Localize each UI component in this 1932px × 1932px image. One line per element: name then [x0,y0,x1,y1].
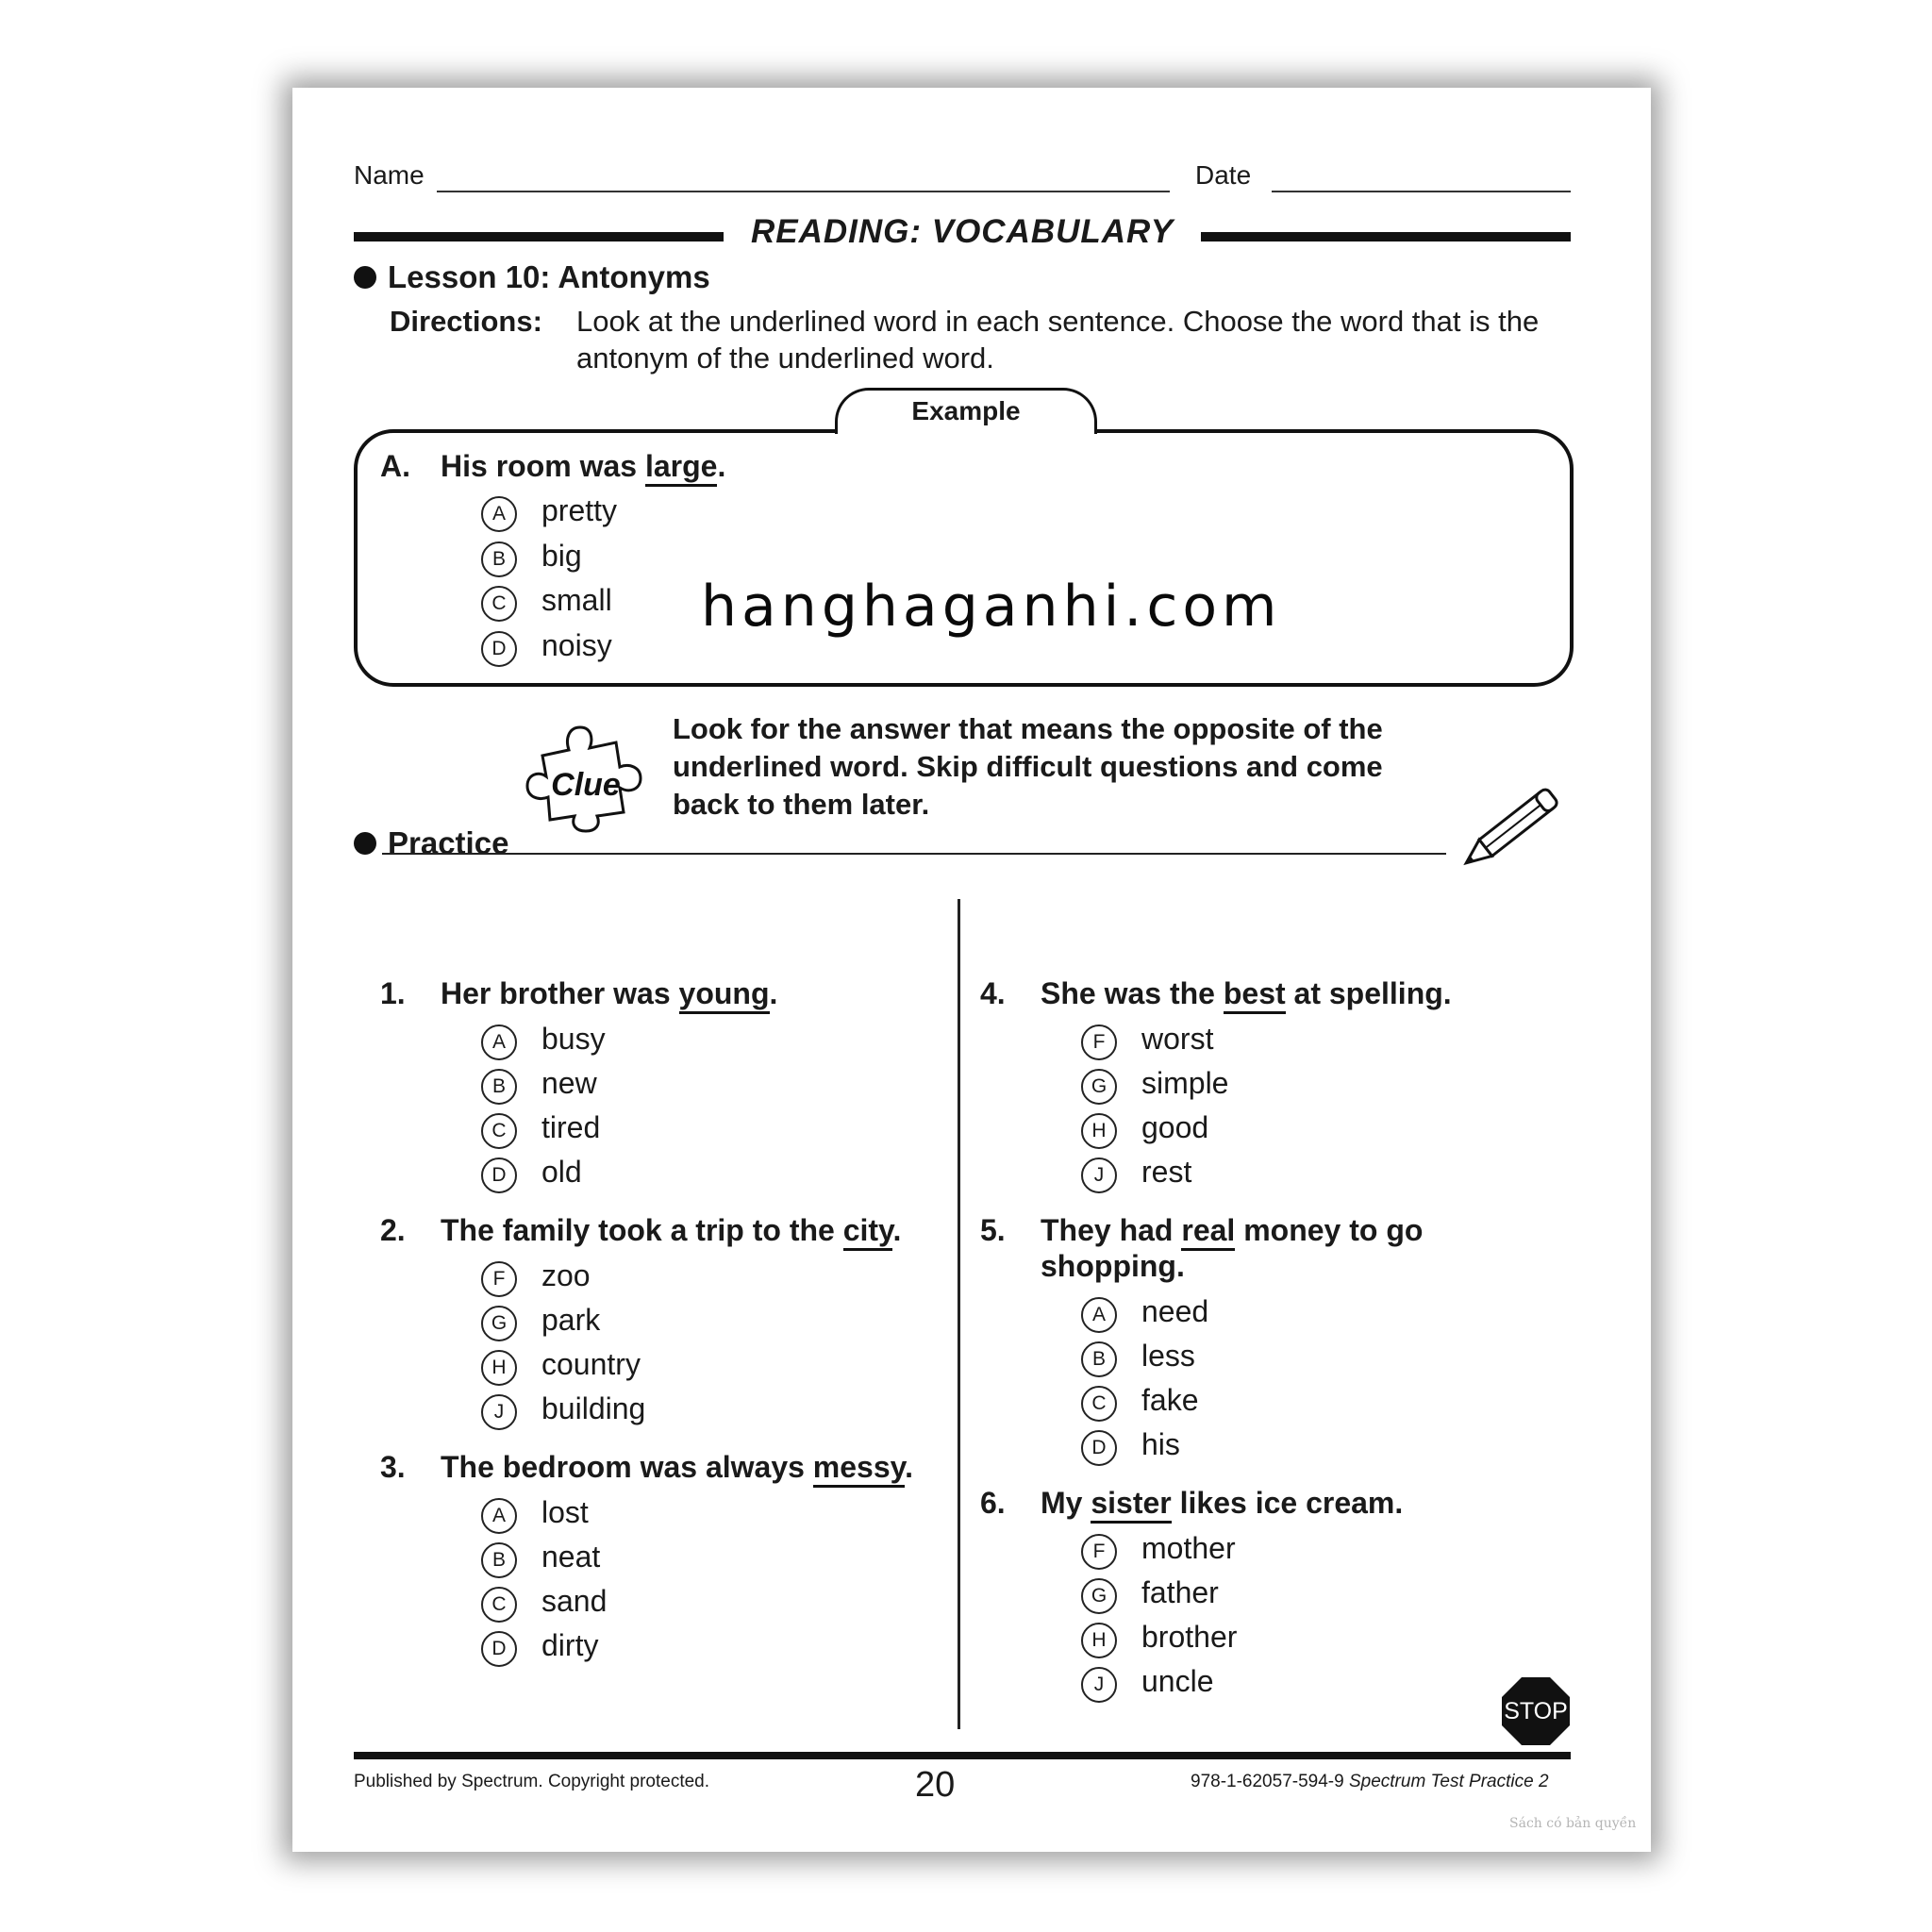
option-text: dirty [541,1628,599,1662]
practice-question [380,1450,946,1491]
book-title: Spectrum Test Practice 2 [1348,1772,1549,1791]
option-text: lost [541,1495,589,1529]
answer-bubble[interactable]: B [1081,1341,1117,1377]
answer-bubble[interactable]: B [481,1069,517,1105]
option-text: zoo [541,1258,591,1292]
answer-bubble[interactable]: A [481,496,517,532]
practice-title: Practice [388,825,509,860]
section-title: READING: VOCABULARY [750,213,1174,250]
answer-bubble[interactable]: A [481,1498,517,1534]
answer-bubble[interactable]: C [481,1113,517,1149]
question-stem: The bedroom was always messy. [441,1450,913,1485]
option-text: tired [541,1110,601,1144]
clue-badge-text: Clue [551,767,621,803]
option-text: good [1141,1110,1209,1144]
question-stem: Her brother was young. [441,976,777,1011]
practice-question [380,976,946,1018]
answer-bubble[interactable]: C [481,586,517,622]
option-text: need [1141,1294,1209,1328]
answer-bubble[interactable]: B [481,1542,517,1578]
option-text: worst [1141,1022,1214,1056]
option-text: his [1141,1427,1180,1461]
question-number: 4. [980,976,1006,1010]
underlined-word: messy [813,1450,905,1488]
answer-bubble[interactable]: J [1081,1158,1117,1193]
option-text: simple [1141,1066,1229,1100]
practice-question [980,1486,1546,1527]
answer-bubble[interactable]: C [481,1587,517,1623]
option-text: uncle [1141,1664,1214,1698]
option-text: new [541,1066,597,1100]
answer-bubble[interactable]: A [481,1024,517,1060]
name-line[interactable] [437,191,1170,192]
section-title-bar [354,213,1571,260]
answer-bubble[interactable]: B [481,541,517,577]
footer-book-info [1191,1772,1549,1792]
name-date-row [354,160,1571,198]
option-text: father [1141,1575,1219,1609]
question-stem: The family took a trip to the city. [441,1213,901,1248]
answer-bubble[interactable]: D [481,631,517,667]
clue-puzzle-icon [524,718,656,835]
answer-bubble[interactable]: J [481,1394,517,1430]
example-question [380,449,946,491]
option-text: small [541,583,612,617]
answer-bubble[interactable]: G [1081,1578,1117,1614]
example-tab: Example [835,388,1097,434]
question-stem-line2: shopping. [1041,1249,1185,1283]
practice-rule [382,853,1446,855]
question-number: 2. [380,1213,406,1247]
option-text: noisy [541,628,612,662]
answer-bubble[interactable]: J [1081,1667,1117,1703]
question-stem: My sister likes ice cream. [1041,1486,1403,1521]
underlined-word: sister [1091,1486,1171,1524]
answer-bubble[interactable]: H [1081,1113,1117,1149]
page-number: 20 [915,1765,956,1805]
underlined-word: large [645,449,717,487]
question-number: 3. [380,1450,406,1484]
underlined-word: real [1181,1213,1235,1251]
answer-bubble[interactable]: A [1081,1297,1117,1333]
option-text: building [541,1391,646,1425]
option-text: rest [1141,1155,1192,1189]
directions-label: Directions: [390,305,542,338]
answer-bubble[interactable]: D [1081,1430,1117,1466]
option-text: pretty [541,493,618,527]
question-number: 1. [380,976,406,1010]
bullet-icon [354,266,376,289]
practice-question [380,1213,946,1255]
stop-sign-text: STOP [1504,1698,1568,1724]
question-number: 5. [980,1213,1006,1247]
option-text: sand [541,1584,608,1618]
option-text: country [541,1347,641,1381]
option-text: busy [541,1022,606,1056]
footer-publisher: Published by Spectrum. Copyright protected. [354,1772,710,1791]
option-text: neat [541,1540,601,1574]
stop-sign-icon [1501,1676,1571,1746]
question-number: 6. [980,1486,1006,1520]
worksheet-page [292,88,1651,1852]
option-text: big [541,539,582,573]
answer-bubble[interactable]: C [1081,1386,1117,1422]
question-stem: His room was large. [441,449,725,484]
lesson-title: Lesson 10: Antonyms [388,259,710,294]
isbn: 978-1-62057-594-9 [1191,1772,1349,1791]
option-text: mother [1141,1531,1236,1565]
clue-text: Look for the answer that means the opposite of the underlined word. Skip difficult questions and come back to them later. [673,712,1383,821]
option-text: old [541,1155,582,1189]
copyright-note: Sách có bản quyền [1509,1816,1637,1831]
option-text: park [541,1303,601,1337]
question-stem: She was the best at spelling. [1041,976,1452,1011]
date-label: Date [1195,160,1252,190]
pencil-icon [1451,781,1574,875]
watermark: hanghaganhi.com [701,574,1282,640]
answer-bubble[interactable]: F [481,1261,517,1297]
date-line[interactable] [1272,191,1571,192]
answer-bubble[interactable]: G [1081,1069,1117,1105]
lesson-heading [354,259,710,295]
footer-rule [354,1752,1571,1759]
answer-bubble[interactable]: H [481,1350,517,1386]
answer-bubble[interactable]: G [481,1306,517,1341]
option-text: brother [1141,1620,1238,1654]
underlined-word: city [843,1213,893,1251]
practice-heading [354,825,508,861]
answer-bubble[interactable]: D [481,1158,517,1193]
option-text: fake [1141,1383,1199,1417]
answer-bubble[interactable]: F [1081,1024,1117,1060]
column-divider [958,899,960,1729]
answer-bubble[interactable]: H [1081,1623,1117,1658]
question-number: A. [380,449,410,483]
underlined-word: best [1224,976,1286,1014]
option-text: less [1141,1339,1195,1373]
answer-bubble[interactable]: D [481,1631,517,1667]
bullet-icon [354,832,376,855]
practice-question [980,976,1546,1018]
practice-question [980,1213,1546,1283]
underlined-word: young [679,976,770,1014]
directions-text: Look at the underlined word in each sentence. Choose the word that is the antonym of the underlined word. [576,305,1540,375]
answer-bubble[interactable]: F [1081,1534,1117,1570]
name-label: Name [354,160,425,190]
question-stem: They had real money to go [1041,1213,1423,1248]
